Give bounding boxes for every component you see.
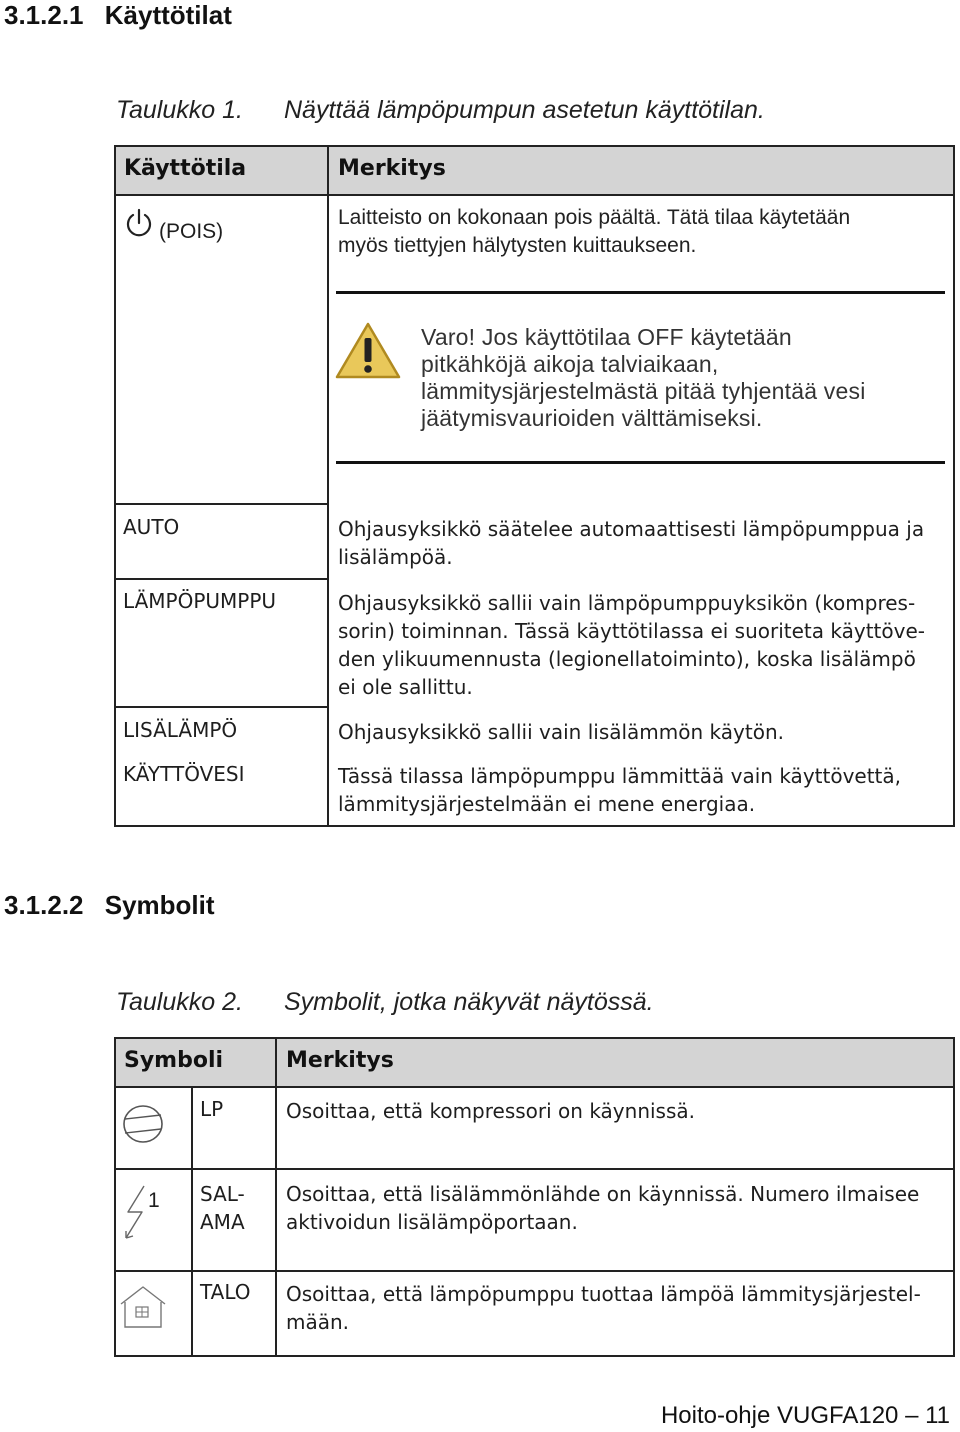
meaning-line: aktivoidun lisälämpöportaan.	[286, 1210, 578, 1234]
section-title: Symbolit	[104, 890, 215, 920]
power-icon	[124, 208, 154, 238]
table-caption-label: Taulukko 2.	[116, 988, 243, 1016]
section-number: 3.1.2.2	[4, 890, 84, 920]
warning-icon	[334, 321, 402, 381]
code-line: SAL-	[200, 1182, 245, 1206]
mode-auto: AUTO	[123, 515, 180, 539]
warning-line: Varo! Jos käyttötilaa OFF käytetään	[421, 324, 792, 350]
meaning-salama	[286, 1180, 919, 1236]
section-heading-kayttotilat	[4, 0, 232, 31]
header-merkitys: Merkitys	[338, 156, 446, 181]
meaning-auto	[338, 515, 924, 571]
meaning-line: Laitteisto on kokonaan pois päältä. Tätä tilaa käytetään	[338, 206, 851, 229]
meaning-lisalampo: Ohjausyksikkö sallii vain lisälämmön käytön.	[338, 720, 784, 744]
code-salama	[200, 1180, 245, 1236]
compressor-icon	[121, 1103, 165, 1145]
table-caption-label: Taulukko 1.	[116, 96, 243, 124]
header-divider	[114, 1086, 955, 1088]
warning-line: lämmitysjärjestelmästä pitää tyhjentää vesi	[421, 378, 866, 404]
row-divider	[114, 503, 329, 505]
column-divider	[191, 1086, 193, 1357]
header-symboli: Symboli	[124, 1048, 224, 1073]
house-icon	[118, 1284, 168, 1330]
meaning-line: ei ole sallittu.	[338, 675, 473, 699]
row-divider	[114, 1168, 955, 1170]
warning-bottom-rule	[336, 461, 945, 464]
lightning-icon-number: 1	[148, 1189, 160, 1212]
meaning-line: mään.	[286, 1310, 350, 1334]
meaning-line: den ylikuumennusta (legionellatoiminto), koska lisälämpö	[338, 647, 916, 671]
mode-lisalampo: LISÄLÄMPÖ	[123, 718, 238, 742]
header-merkitys: Merkitys	[286, 1048, 394, 1073]
section-heading-symbolit	[4, 890, 215, 921]
mode-kayttovesi: KÄYTTÖVESI	[123, 762, 245, 786]
meaning-lp: Osoittaa, että kompressori on käynnissä.	[286, 1099, 696, 1123]
warning-text	[421, 324, 866, 432]
page-footer: Hoito-ohje VUGFA120 – 11	[660, 1402, 950, 1429]
meaning-line: Ohjausyksikkö säätelee automaattisesti lämpöpumppua ja	[338, 517, 925, 541]
table-caption-text: Näyttää lämpöpumpun asetetun käyttötilan.	[284, 96, 765, 124]
column-divider	[327, 145, 329, 827]
code-talo: TALO	[200, 1280, 251, 1304]
symbols-table-header	[116, 1039, 953, 1086]
warning-line: jäätymisvaurioiden välttämiseksi.	[421, 405, 763, 431]
meaning-lampopumppu	[338, 589, 925, 701]
warning-top-rule	[336, 291, 945, 294]
header-divider	[114, 194, 955, 196]
meaning-line: myös tiettyjen hälytysten kuittaukseen.	[338, 234, 697, 257]
meaning-line: lämmitysjärjestelmään ei mene energiaa.	[338, 792, 756, 816]
meaning-talo	[286, 1280, 921, 1336]
lightning-icon	[120, 1180, 168, 1242]
meaning-line: Tässä tilassa lämpöpumppu lämmittää vain käyttövettä,	[338, 764, 902, 788]
column-divider	[275, 1037, 277, 1357]
warning-line: pitkähköjä aikoja talviaikaan,	[421, 351, 719, 377]
meaning-line: sorin) toiminnan. Tässä käyttötilassa ei suoriteta käyttöve-	[338, 619, 925, 643]
table-caption-text: Symbolit, jotka näkyvät näytössä.	[284, 988, 654, 1016]
mode-lampopumppu: LÄMPÖPUMPPU	[123, 589, 277, 613]
header-kayttotila: Käyttötila	[124, 156, 247, 181]
section-title: Käyttötilat	[104, 0, 232, 30]
code-line: AMA	[200, 1210, 245, 1234]
meaning-line: lisälämpöä.	[338, 545, 453, 569]
section-number: 3.1.2.1	[4, 0, 84, 30]
code-lp: LP	[200, 1097, 224, 1121]
mode-pois: (POIS)	[159, 220, 224, 243]
meaning-pois	[338, 204, 850, 260]
meaning-kayttovesi	[338, 762, 901, 818]
meaning-line: Osoittaa, että lämpöpumppu tuottaa lämpöä lämmitysjärjestel-	[286, 1282, 921, 1306]
row-divider	[114, 578, 329, 580]
meaning-line: Osoittaa, että lisälämmönlähde on käynnissä. Numero ilmaisee	[286, 1182, 920, 1206]
row-divider	[114, 1270, 955, 1272]
meaning-line: Ohjausyksikkö sallii vain lämpöpumppuyksikön (kompres-	[338, 591, 916, 615]
row-divider	[114, 706, 329, 708]
